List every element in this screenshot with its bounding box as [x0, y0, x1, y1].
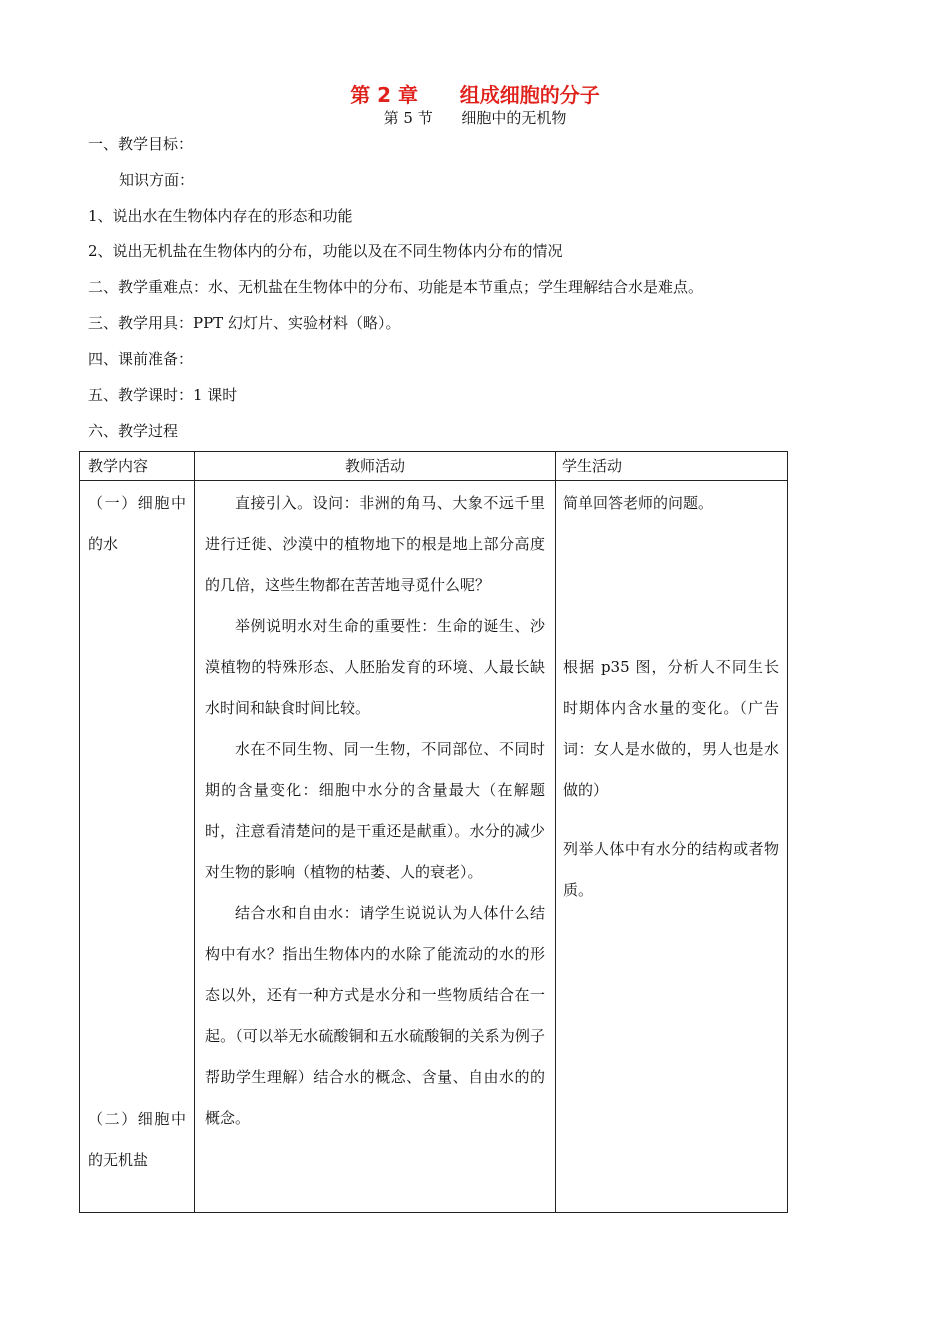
knowledge-heading: 知识方面：	[119, 171, 195, 189]
student-activity-1: 简单回答老师的问题。	[563, 494, 714, 512]
teacher-paragraph-2: 举例说明水对生命的重要性：生命的诞生、沙漠植物的特殊形态、人胚胎发育的环境、人最长缺水时间和缺食时间比较。	[205, 617, 545, 717]
header-teacher: 教师活动	[344, 457, 405, 475]
teaching-hours: 五、教学课时：1 课时	[88, 386, 238, 404]
teacher-paragraph-4: 结合水和自由水：请学生说说认为人体什么结构中有水？指出生物体内的水除了能流动的水的形态以外，还有一种方式是水分和一些物质结合在一起。（可以举无水硫酸铜和五水硫酸铜的关系为例子帮助学生理解）结合水的概念、含量、自由水的的概念。	[205, 904, 545, 1127]
process-heading: 六、教学过程	[88, 422, 179, 440]
key-points: 二、教学重难点：水、无机盐在生物体中的分布、功能是本节重点；学生理解结合水是难点。	[88, 278, 704, 296]
goal-1: 1、说出水在生物体内存在的形态和功能	[88, 207, 353, 225]
teacher-paragraph-1: 直接引入。设问：非洲的角马、大象不远千里进行迁徙、沙漠中的植物地下的根是地上部分高度的几倍，这些生物都在苦苦地寻觅什么呢？	[205, 494, 545, 594]
content-item-water: （一）细胞中的水	[88, 494, 186, 553]
section-title: 第 5 节 细胞中的无机物	[383, 109, 567, 127]
content-item-salt: （二）细胞中的无机盐	[88, 1110, 186, 1169]
student-activity-3: 列举人体中有水分的结构或者物质。	[563, 840, 779, 899]
header-content: 教学内容	[88, 457, 149, 475]
table-body-row	[80, 481, 788, 1213]
goals-heading: 一、教学目标：	[88, 135, 194, 153]
preparation: 四、课前准备：	[88, 350, 194, 368]
teaching-tools: 三、教学用具：PPT 幻灯片、实验材料（略）。	[88, 314, 401, 332]
header-student: 学生活动	[562, 457, 623, 475]
student-activity-2: 根据 p35 图，分析人不同生长时期体内含水量的变化。（广告词：女人是水做的，男人也是水做的）	[563, 658, 779, 799]
goal-2: 2、说出无机盐在生物体内的分布，功能以及在不同生物体内分布的情况	[88, 242, 563, 260]
table-header-row	[80, 452, 788, 481]
chapter-title: 第 2 章 组成细胞的分子	[350, 83, 600, 107]
teacher-paragraph-3: 水在不同生物、同一生物，不同部位、不同时期的含量变化：细胞中水分的含量最大（在解题时，注意看清楚问的是干重还是献重）。水分的减少对生物的影响（植物的枯萎、人的衰老）。	[205, 740, 545, 881]
lesson-table	[79, 451, 788, 1213]
